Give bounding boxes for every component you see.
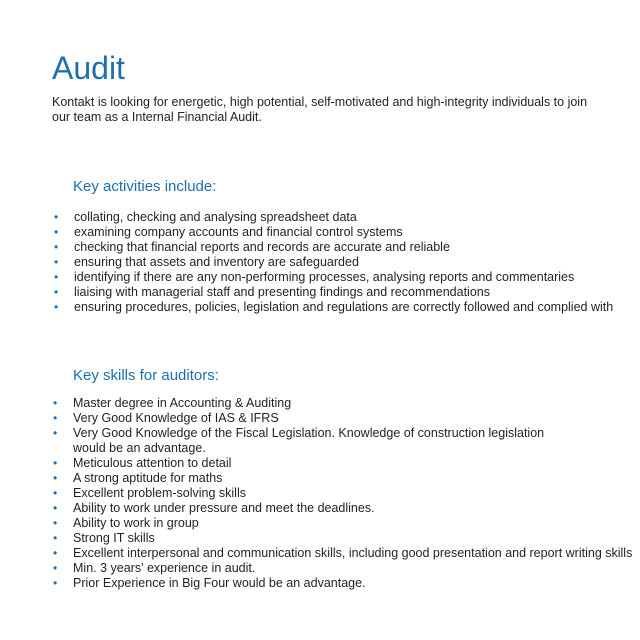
bullet-icon: • — [53, 546, 58, 560]
bullet-icon: • — [54, 270, 59, 284]
list-item-text: Very Good Knowledge of the Fiscal Legislation. Knowledge of construction legislation — [73, 426, 545, 440]
list-item-text: Meticulous attention to detail — [73, 456, 232, 470]
bullet-icon: • — [54, 210, 59, 224]
list-item — [53, 561, 632, 576]
list-item-text: examining company accounts and financial control systems — [74, 225, 403, 239]
list-item — [53, 426, 632, 456]
bullet-icon: • — [53, 531, 58, 545]
skills-heading: Key skills for auditors: — [73, 367, 219, 384]
list-item-text: Strong IT skills — [73, 531, 155, 545]
list-item — [54, 210, 613, 225]
bullet-icon: • — [54, 300, 59, 314]
list-item-text: Ability to work in group — [73, 516, 199, 530]
list-item-text: Prior Experience in Big Four would be an advantage. — [73, 576, 366, 590]
bullet-icon: • — [53, 456, 58, 470]
list-item-text: ensuring procedures, policies, legislation and regulations are correctly followed and complied with — [74, 300, 614, 314]
list-item — [54, 270, 613, 285]
list-item-text: identifying if there are any non-performing processes, analysing reports and commentaries — [74, 270, 575, 284]
list-item-text: checking that financial reports and records are accurate and reliable — [74, 240, 450, 254]
list-item — [53, 531, 632, 546]
list-item — [54, 300, 614, 315]
bullet-icon: • — [53, 486, 58, 500]
list-item-text: ensuring that assets and inventory are safeguarded — [74, 255, 359, 269]
list-item — [53, 576, 632, 591]
bullet-icon: • — [53, 576, 58, 590]
bullet-icon: • — [53, 471, 58, 485]
list-item-text: A strong aptitude for maths — [73, 471, 223, 485]
list-item-text: Master degree in Accounting & Auditing — [73, 396, 292, 410]
bullet-icon: • — [53, 501, 58, 515]
bullet-icon: • — [53, 426, 58, 440]
list-item-text: Excellent problem-solving skills — [73, 486, 246, 500]
list-item — [53, 486, 632, 501]
list-item — [54, 225, 613, 240]
list-item — [54, 285, 613, 300]
list-item — [53, 546, 633, 561]
list-item-text: liaising with managerial staff and presenting findings and recommendations — [74, 285, 490, 299]
intro-paragraph: Kontakt is looking for energetic, high potential, self-motivated and high-integrity individuals to join our team as a Internal Financial Audit. — [52, 95, 588, 124]
list-item — [53, 516, 632, 531]
list-item-continuation: would be an advantage. — [73, 441, 206, 455]
activities-heading: Key activities include: — [73, 178, 217, 195]
list-item — [53, 471, 632, 486]
bullet-icon: • — [53, 411, 58, 425]
bullet-icon: • — [54, 255, 59, 269]
list-item-text: Ability to work under pressure and meet the deadlines. — [73, 501, 375, 515]
page-title: Audit — [52, 50, 125, 86]
list-item — [54, 255, 613, 270]
bullet-icon: • — [54, 240, 59, 254]
list-item — [53, 411, 632, 426]
list-item — [53, 456, 632, 471]
bullet-icon: • — [53, 561, 58, 575]
list-item — [53, 501, 632, 516]
bullet-icon: • — [53, 396, 58, 410]
list-item — [53, 396, 632, 411]
activities-list — [54, 210, 614, 315]
skills-list — [53, 396, 633, 591]
list-item-text: Min. 3 years' experience in audit. — [73, 561, 256, 575]
bullet-icon: • — [54, 225, 59, 239]
list-item-text: collating, checking and analysing spreadsheet data — [74, 210, 357, 224]
list-item-text: Very Good Knowledge of IAS & IFRS — [73, 411, 279, 425]
list-item — [54, 240, 613, 255]
list-item-text: Excellent interpersonal and communication skills, including good presentation and report writing skills — [73, 546, 633, 560]
bullet-icon: • — [54, 285, 59, 299]
bullet-icon: • — [53, 516, 58, 530]
